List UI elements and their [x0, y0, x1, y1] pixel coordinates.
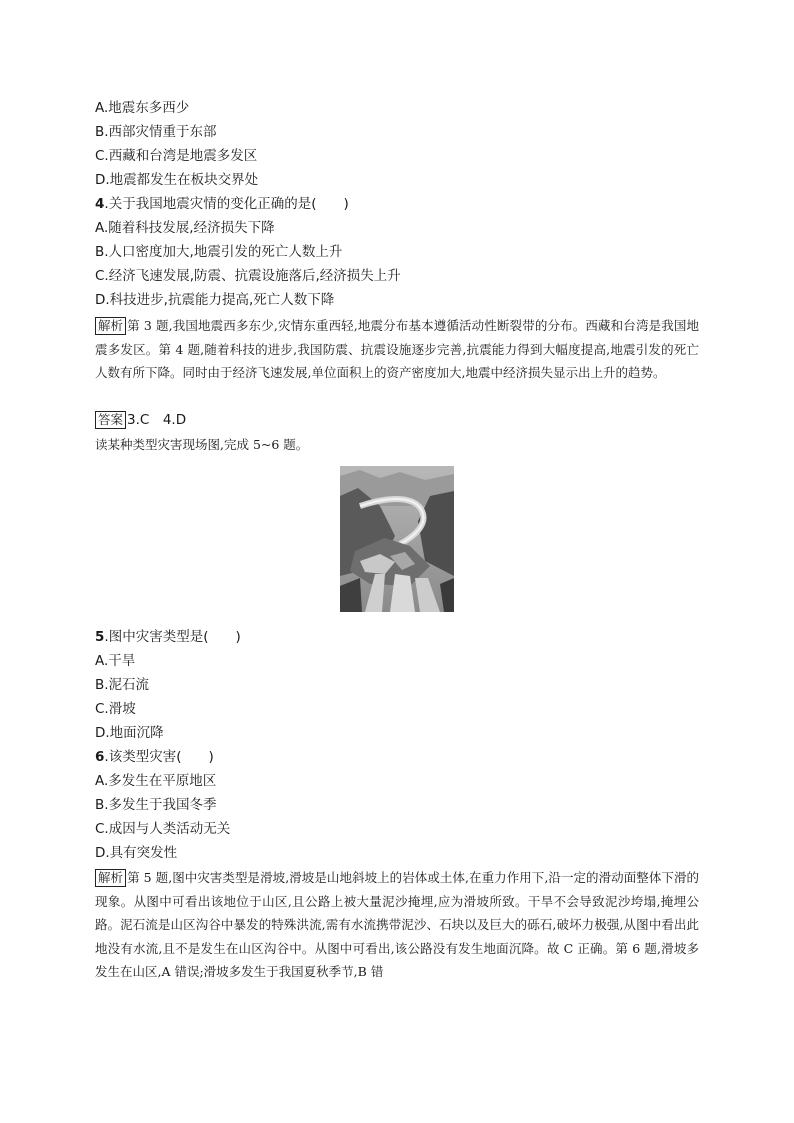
- analysis-block-2: [95, 866, 699, 984]
- q4-option-a: A.随着科技发展,经济损失下降: [95, 220, 275, 236]
- q5-option-d: D.地面沉降: [95, 725, 164, 741]
- landslide-photo: [340, 466, 454, 612]
- q3-option-a: A.地震东多西少: [95, 100, 190, 116]
- analysis-block-1: [95, 314, 699, 385]
- q5-stem: .图中灾害类型是( ): [104, 629, 241, 645]
- q6-option-a: A.多发生在平原地区: [95, 773, 217, 789]
- analysis-text: 第 3 题,我国地震西多东少,灾情东重西轻,地震分布基本遵循活动性断裂带的分布。西藏和台湾是我国地震多发区。第 4 题,随着科技的进步,我国防震、抗震设施逐步完善,抗震能力得到大幅度提高,地震引发的死亡人数有所下降。同时由于经济飞速发展,单位面积上的资产密度加大,地震中经济损失显示出上升的趋势。: [95, 318, 699, 380]
- q6-option-b: B.多发生于我国冬季: [95, 797, 217, 813]
- q5-option-b: B.泥石流: [95, 677, 150, 693]
- q6-option-c: C.成因与人类活动无关: [95, 821, 231, 837]
- q6-stem: .该类型灾害( ): [104, 749, 214, 765]
- q6-option-d: D.具有突发性: [95, 845, 178, 861]
- q6-number: 6: [95, 749, 105, 765]
- analysis-tag: 解析: [95, 317, 126, 335]
- landslide-photo-image: [340, 466, 454, 612]
- q4-option-c: C.经济飞速发展,防震、抗震设施落后,经济损失上升: [95, 268, 401, 284]
- q4-stem-line: [95, 195, 349, 213]
- q3-option-d: D.地震都发生在板块交界处: [95, 172, 259, 188]
- q6-stem-line: [95, 748, 214, 766]
- q4-stem: .关于我国地震灾情的变化正确的是( ): [104, 196, 349, 212]
- q3-option-c: C.西藏和台湾是地震多发区: [95, 148, 258, 164]
- answer-text: 3.C 4.D: [127, 412, 187, 428]
- q5-stem-line: [95, 628, 241, 646]
- q4-number: 4: [95, 196, 105, 212]
- answer-line: [95, 411, 186, 429]
- answer-tag: 答案: [95, 411, 126, 429]
- analysis-text: 第 5 题,图中灾害类型是滑坡,滑坡是山地斜坡上的岩体或土体,在重力作用下,沿一定的滑动面整体下滑的现象。从图中可看出该地位于山区,且公路上被大量泥沙掩埋,应为滑坡所致。干旱不会导致泥沙垮塌,掩埋公路。泥石流是山区沟谷中暴发的特殊洪流,需有水流携带泥沙、石块以及巨大的砾石,破坏力极强,从图中看出此地没有水流,且不是发生在山区沟谷中。从图中可看出,该公路没有发生地面沉降。故 C 正确。第 6 题,滑坡多发生在山区,A 错误;滑坡多发生于我国夏秋季节,B 错: [95, 870, 699, 979]
- q5-option-a: A.干旱: [95, 653, 136, 669]
- q3-option-b: B.西部灾情重于东部: [95, 124, 217, 140]
- intro-text: 读某种类型灾害现场图,完成 5~6 题。: [95, 437, 309, 452]
- q5-number: 5: [95, 629, 105, 645]
- q4-option-b: B.人口密度加大,地震引发的死亡人数上升: [95, 244, 343, 260]
- q5-option-c: C.滑坡: [95, 701, 136, 717]
- q4-option-d: D.科技进步,抗震能力提高,死亡人数下降: [95, 292, 335, 308]
- analysis-tag: 解析: [95, 869, 126, 887]
